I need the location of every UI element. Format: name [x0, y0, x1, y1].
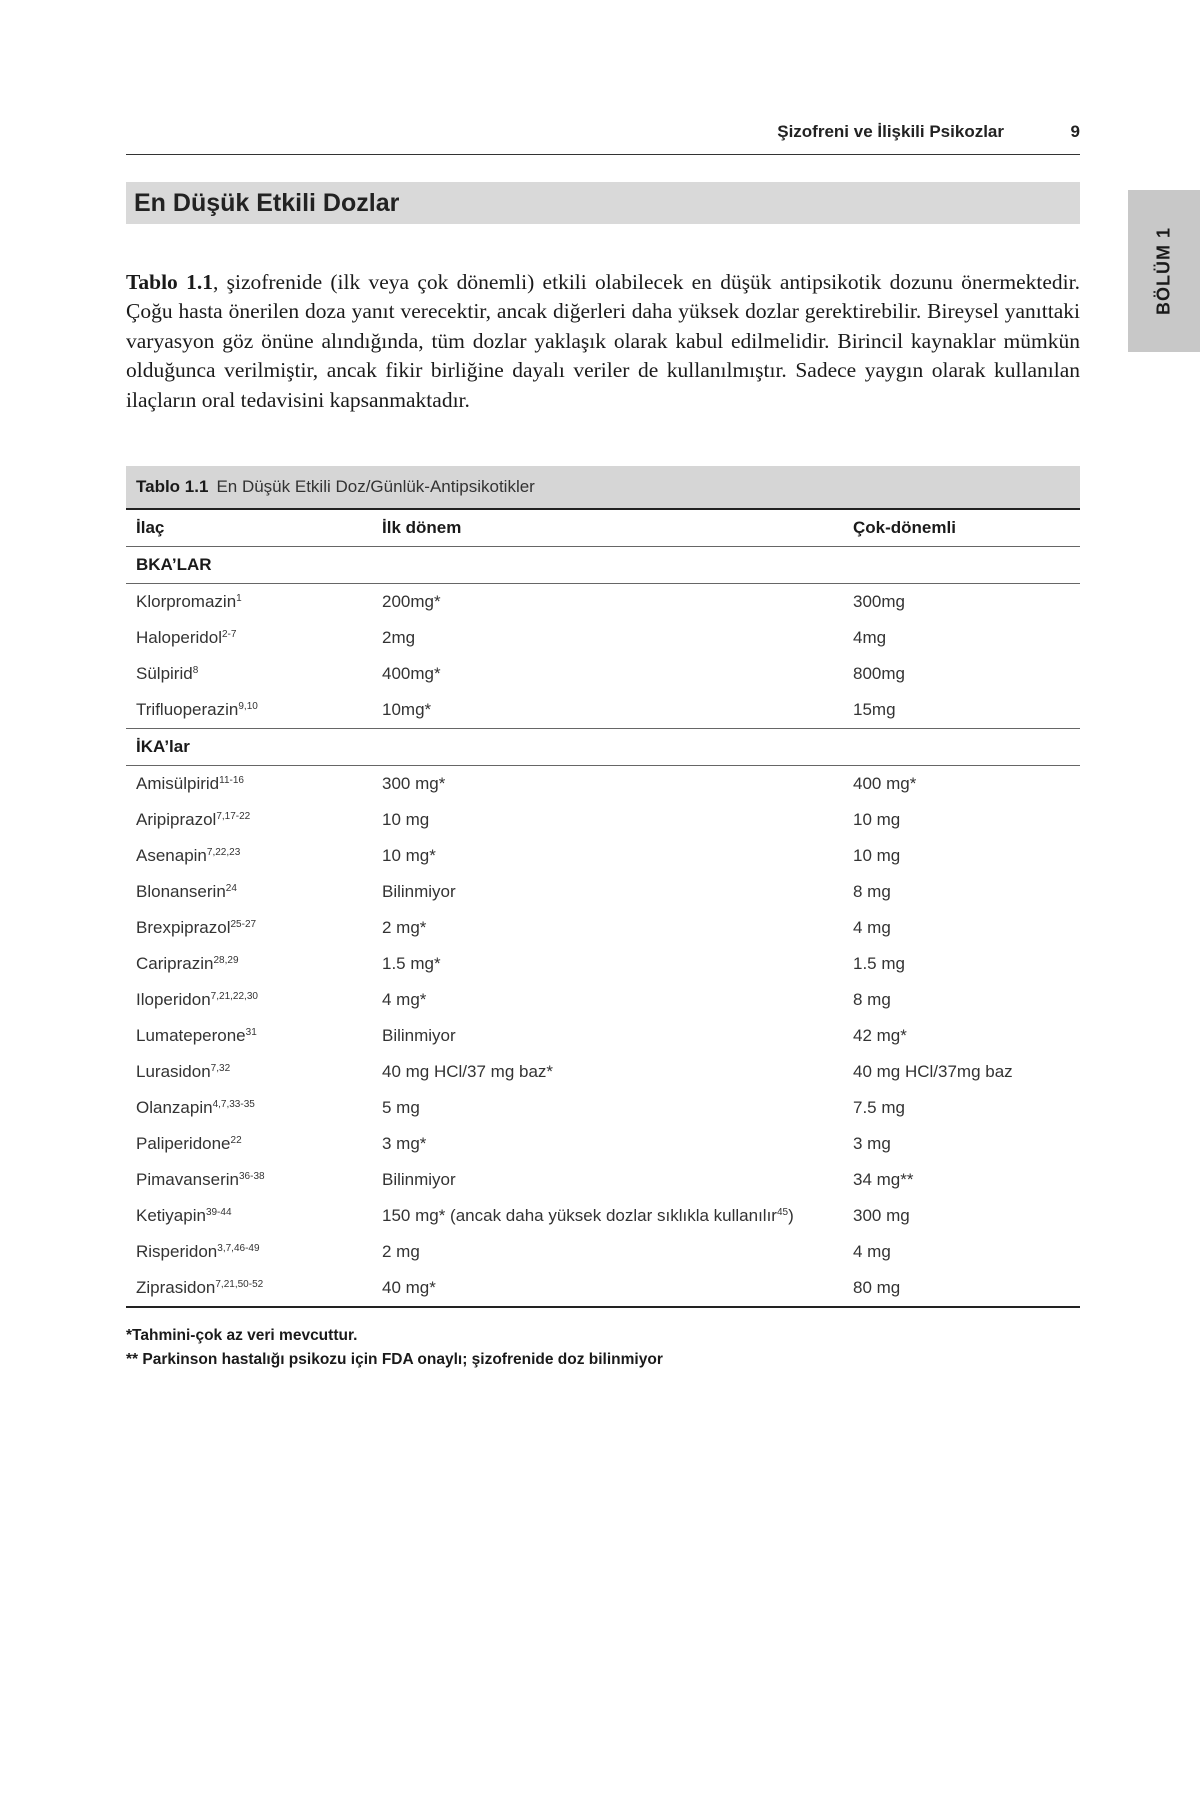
table-caption [126, 466, 1080, 510]
group-label: İKA’lar [126, 729, 1080, 766]
table-row [126, 946, 1080, 982]
drug-cell [126, 692, 372, 729]
first-cell: 10mg* [382, 700, 432, 719]
drug-cell [126, 1162, 372, 1198]
drug-name: Lurasidon [136, 1062, 211, 1081]
drug-ref: 1 [236, 593, 242, 604]
first-cell: 2 mg [382, 1242, 420, 1261]
header-multi-episode: Çok-dönemli [843, 510, 1080, 547]
table-caption-number: Tablo 1.1 [136, 477, 209, 496]
drug-cell [126, 1090, 372, 1126]
header-drug: İlaç [126, 510, 372, 547]
page-number: 9 [1070, 122, 1080, 141]
first-close: ) [788, 1206, 794, 1225]
table-row [126, 982, 1080, 1018]
group-row-typical [126, 547, 1080, 584]
multi-cell: 42 mg* [853, 1026, 907, 1045]
first-cell: 5 mg [382, 1098, 420, 1117]
drug-name: Amisülpirid [136, 774, 220, 793]
drug-name: Risperidon [136, 1242, 218, 1261]
drug-name: Olanzapin [136, 1098, 213, 1117]
group-row-atypical [126, 729, 1080, 766]
first-cell: 4 mg* [382, 990, 427, 1009]
drug-name: Pimavanserin [136, 1170, 239, 1189]
first-cell: 10 mg* [382, 846, 436, 865]
multi-cell: 4 mg [853, 918, 891, 937]
first-cell: Bilinmiyor [382, 1170, 456, 1189]
table-row [126, 1054, 1080, 1090]
first-cell: 1.5 mg* [382, 954, 441, 973]
drug-cell [126, 620, 372, 656]
table-row [126, 1018, 1080, 1054]
drug-ref: 7,32 [210, 1063, 231, 1074]
drug-ref: 2-7 [222, 629, 237, 640]
intro-text: , şizofrenide (ilk veya çok dönemli) etkili olabilecek en düşük antipsikotik dozunu önermektedir. Çoğu hasta önerilen doza yanıt verecektir, ancak diğerleri daha yüksek dozlar gerektirebilir. Bireysel yanıttaki varyasyon göz önüne alındığında, tüm dozlar yaklaşık olarak kabul edilmelidir. Birincil kaynaklar mümkün olduğunca verilmiştir, ancak fikir birliğine dayalı veriler de kullanılmıştır. Sadece yaygın olarak kullanılan ilaçların oral tedavisini kapsanmaktadır. [126, 269, 1080, 412]
drug-ref: 25-27 [230, 919, 257, 930]
section-heading: En Düşük Etkili Dozlar [134, 189, 400, 217]
table-row [126, 1126, 1080, 1162]
drug-ref: 39-44 [205, 1207, 232, 1218]
drug-cell [126, 982, 372, 1018]
running-header-title: Şizofreni ve İlişkili Psikozlar [777, 122, 1004, 141]
drug-name: Ziprasidon [136, 1278, 216, 1297]
multi-cell: 1.5 mg [853, 954, 905, 973]
table-row [126, 802, 1080, 838]
drug-ref: 3,7,46-49 [217, 1243, 260, 1254]
first-cell: 2 mg* [382, 918, 427, 937]
drug-name: Klorpromazin [136, 592, 237, 611]
footnote-estimate: *Tahmini-çok az veri mevcuttur. [126, 1327, 358, 1344]
multi-cell: 4 mg [853, 1242, 891, 1261]
drug-ref: 7,21,50-52 [215, 1279, 264, 1290]
table-header-row [126, 510, 1080, 547]
multi-cell: 8 mg [853, 990, 891, 1009]
first-cell: 40 mg* [372, 1270, 843, 1307]
drug-ref: 4,7,33-35 [212, 1099, 255, 1110]
intro-paragraph [126, 268, 1080, 416]
drug-name: Ketiyapin [136, 1206, 206, 1225]
section-heading-bar [126, 182, 1080, 224]
drug-name: Iloperidon [136, 990, 211, 1009]
drug-cell [126, 1054, 372, 1090]
table-row [126, 692, 1080, 729]
drug-name: Paliperidone [136, 1134, 231, 1153]
drug-ref: 31 [245, 1027, 257, 1038]
first-cell: 200mg* [382, 592, 441, 611]
multi-cell: 10 mg [853, 846, 901, 865]
drug-cell [126, 946, 372, 982]
drug-cell [126, 874, 372, 910]
dose-table [126, 510, 1080, 1308]
multi-cell: 3 mg [853, 1134, 891, 1153]
drug-ref: 7,21,22,30 [210, 991, 258, 1002]
multi-cell: 80 mg [843, 1270, 1080, 1307]
multi-cell: 15mg [853, 700, 896, 719]
first-cell: 2mg [382, 628, 416, 647]
drug-name: Asenapin [136, 846, 207, 865]
drug-name: Aripiprazol [136, 810, 217, 829]
footnote-fda: ** Parkinson hastalığı psikozu için FDA onaylı; şizofrenide doz bilinmiyor [126, 1351, 663, 1368]
chapter-side-tab-label: BÖLÜM 1 [1153, 227, 1174, 315]
drug-ref: 24 [225, 883, 237, 894]
header-first-episode: İlk dönem [372, 510, 843, 547]
drug-cell [126, 1126, 372, 1162]
running-header [126, 118, 1080, 155]
first-ref: 45 [776, 1207, 789, 1218]
multi-cell: 8 mg [853, 882, 891, 901]
table-row [126, 910, 1080, 946]
drug-name: Brexpiprazol [136, 918, 231, 937]
table-row [126, 584, 1080, 621]
table-row [126, 874, 1080, 910]
multi-cell: 400 mg* [853, 774, 917, 793]
table-row [126, 838, 1080, 874]
drug-name: Haloperidol [136, 628, 222, 647]
first-cell: 3 mg* [382, 1134, 427, 1153]
drug-cell [126, 656, 372, 692]
drug-ref: 9,10 [238, 701, 258, 712]
table-row [126, 620, 1080, 656]
multi-cell: 300 mg [853, 1206, 910, 1225]
drug-cell [126, 1198, 372, 1234]
table-row [126, 1270, 1080, 1307]
multi-cell: 800mg [853, 664, 905, 683]
drug-ref: 22 [230, 1135, 242, 1146]
table-row [126, 766, 1080, 803]
table-row [126, 656, 1080, 692]
multi-cell: 300mg [853, 592, 905, 611]
drug-ref: 7,17-22 [216, 811, 251, 822]
first-cell: 400mg* [382, 664, 441, 683]
drug-ref: 36-38 [239, 1171, 265, 1182]
first-text: 150 mg* (ancak daha yüksek dozlar sıklıkla kullanılır [382, 1206, 777, 1225]
drug-cell [126, 838, 372, 874]
group-label: BKA’LAR [126, 547, 1080, 584]
multi-cell: 34 mg** [853, 1170, 914, 1189]
drug-cell [126, 584, 372, 621]
drug-ref: 11-16 [219, 775, 244, 786]
first-cell: 300 mg* [382, 774, 446, 793]
drug-cell [126, 766, 372, 803]
table-row [126, 1162, 1080, 1198]
drug-cell [126, 1234, 372, 1270]
drug-name: Cariprazin [136, 954, 214, 973]
first-cell: 40 mg HCl/37 mg baz* [382, 1062, 554, 1081]
drug-name: Lumateperone [136, 1026, 246, 1045]
drug-name: Blonanserin [136, 882, 226, 901]
drug-cell [126, 802, 372, 838]
multi-cell: 4mg [853, 628, 887, 647]
drug-cell [126, 1270, 372, 1307]
first-cell: 10 mg [382, 810, 430, 829]
table-caption-title: En Düşük Etkili Doz/Günlük-Antipsikotikler [216, 477, 535, 496]
multi-cell: 10 mg [853, 810, 901, 829]
first-cell [372, 1198, 843, 1234]
first-cell: Bilinmiyor [382, 882, 456, 901]
drug-cell [126, 1018, 372, 1054]
chapter-side-tab [1128, 190, 1200, 352]
drug-cell [126, 910, 372, 946]
intro-lead: Tablo 1.1 [126, 269, 213, 294]
table-row [126, 1090, 1080, 1126]
drug-ref: 7,22,23 [206, 847, 241, 858]
drug-name: Trifluoperazin [136, 700, 239, 719]
multi-cell: 40 mg HCl/37mg baz [853, 1062, 1013, 1081]
multi-cell: 7.5 mg [853, 1098, 905, 1117]
table-row [126, 1198, 1080, 1234]
first-cell: Bilinmiyor [382, 1026, 456, 1045]
table-row [126, 1234, 1080, 1270]
table-footnotes [126, 1324, 1080, 1372]
drug-ref: 28,29 [213, 955, 239, 966]
drug-name: Sülpirid [136, 664, 193, 683]
drug-ref: 8 [192, 665, 199, 676]
